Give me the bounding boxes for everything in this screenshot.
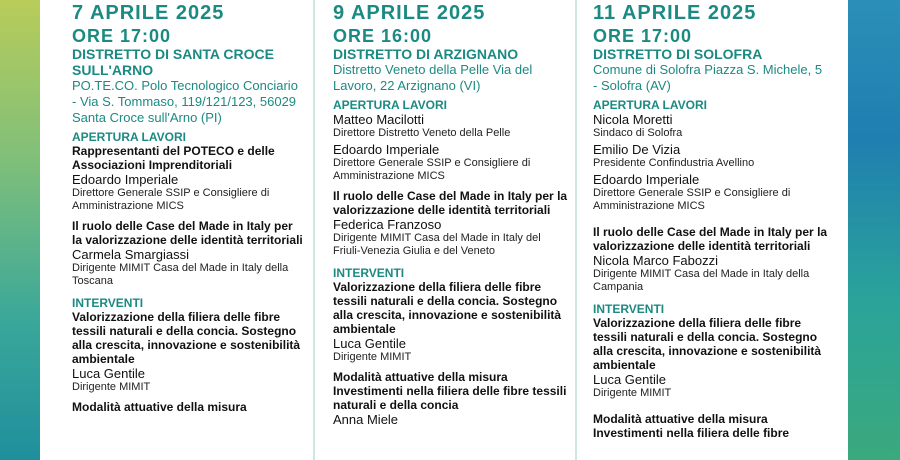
speaker-role: Dirigente MIMIT Casa del Made in Italy del Friuli-Venezia Giulia e del Veneto [333, 232, 541, 257]
speaker-name: Emilio De Vizia [593, 142, 681, 157]
speaker-name: Luca Gentile [593, 372, 666, 387]
speaker-name: Anna Miele [333, 412, 399, 427]
event-time: ORE 17:00 [593, 26, 693, 46]
event-time: ORE 16:00 [333, 26, 433, 46]
agenda-item-title: Il ruolo delle Case del Made in Italy per la valorizzazione delle identità territoriali [333, 189, 568, 217]
agenda-item-title: Valorizzazione della filiera delle fibre tessili naturali e della concia. Sostegno alla crescita, innovazione e sostenibilità ambientale [72, 310, 301, 366]
event-column-arzignano [333, 2, 569, 427]
agenda-item-title: Valorizzazione della filiera delle fibre tessili naturali e della concia. Sostegno alla crescita, innovazione e sostenibilità ambientale [333, 280, 562, 336]
event-location: Distretto Veneto della Pelle Via del Lavoro, 22 Arzignano (VI) [333, 62, 533, 93]
speaker-name: Edoardo Imperiale [593, 172, 700, 187]
section-heading-interventi: INTERVENTI [333, 266, 405, 280]
speaker-name: Federica Franzoso [333, 217, 442, 232]
speaker-role: Dirigente MIMIT [333, 351, 412, 363]
speaker-role: Direttore Generale SSIP e Consigliere di Amministrazione MICS [593, 187, 791, 212]
speaker-role: Direttore Distretto Veneto della Pelle [333, 127, 511, 139]
event-district: DISTRETTO DI SOLOFRA [593, 46, 763, 62]
event-column-santa-croce [72, 2, 304, 414]
speaker-name: Nicola Moretti [593, 112, 673, 127]
column-divider [313, 0, 315, 460]
event-time: ORE 17:00 [72, 26, 172, 46]
section-heading-apertura: APERTURA LAVORI [593, 98, 707, 112]
speaker-name: Matteo Macilotti [333, 112, 425, 127]
event-date: 9 APRILE 2025 [333, 2, 486, 24]
event-district: DISTRETTO DI SANTA CROCE SULL'ARNO [72, 46, 274, 78]
speaker-role: Direttore Generale SSIP e Consigliere di Amministrazione MICS [72, 187, 270, 212]
speaker-role: Direttore Generale SSIP e Consigliere di Amministrazione MICS [333, 157, 531, 182]
event-district: DISTRETTO DI ARZIGNANO [333, 46, 519, 62]
speaker-name: Edoardo Imperiale [333, 142, 440, 157]
right-gradient-border [848, 0, 900, 460]
event-location: Comune di Solofra Piazza S. Michele, 5 - Solofra (AV) [593, 62, 823, 93]
agenda-item-title: Modalità attuative della misura Investimenti nella filiera delle fibre tessili naturali e della concia [333, 370, 567, 412]
event-date: 11 APRILE 2025 [593, 2, 757, 24]
speaker-name: Carmela Smargiassi [72, 247, 190, 262]
section-heading-apertura: APERTURA LAVORI [72, 130, 186, 144]
speaker-name: Luca Gentile [333, 336, 406, 351]
speaker-role: Sindaco di Solofra [593, 127, 683, 139]
agenda-item-title: Modalità attuative della misura [72, 400, 247, 414]
speaker-name: Edoardo Imperiale [72, 172, 179, 187]
section-heading-interventi: INTERVENTI [72, 296, 144, 310]
agenda-item-title: Il ruolo delle Case del Made in Italy per la valorizzazione delle identità territoriali [72, 219, 303, 247]
speaker-role: Presidente Confindustria Avellino [593, 157, 755, 169]
speaker-name: Nicola Marco Fabozzi [593, 253, 718, 268]
speaker-role: Dirigente MIMIT [72, 381, 151, 393]
section-heading-apertura: APERTURA LAVORI [333, 98, 447, 112]
speaker-role: Dirigente MIMIT Casa del Made in Italy della Toscana [72, 262, 289, 287]
speaker-role: Dirigente MIMIT [593, 387, 672, 399]
left-gradient-border [0, 0, 40, 460]
event-location: PO.TE.CO. Polo Tecnologico Conciario - Via S. Tommaso, 119/121/123, 56029 Santa Croce sull'Arno (PI) [72, 78, 298, 125]
agenda-item-title: Il ruolo delle Case del Made in Italy per la valorizzazione delle identità territoriali [593, 225, 828, 253]
event-date: 7 APRILE 2025 [72, 2, 225, 24]
column-divider [575, 0, 577, 460]
agenda-item-title: Rappresentanti del POTECO e delle Associazioni Imprenditoriali [72, 144, 275, 172]
speaker-name: Luca Gentile [72, 366, 145, 381]
agenda-item-title: Valorizzazione della filiera delle fibre tessili naturali e della concia. Sostegno alla crescita, innovazione e sostenibilità ambientale [593, 316, 822, 372]
section-heading-interventi: INTERVENTI [593, 302, 665, 316]
speaker-role: Dirigente MIMIT Casa del Made in Italy della Campania [593, 268, 810, 293]
agenda-item-title: Modalità attuative della misura Investimenti nella filiera delle fibre [593, 412, 790, 440]
event-column-solofra [593, 2, 829, 440]
